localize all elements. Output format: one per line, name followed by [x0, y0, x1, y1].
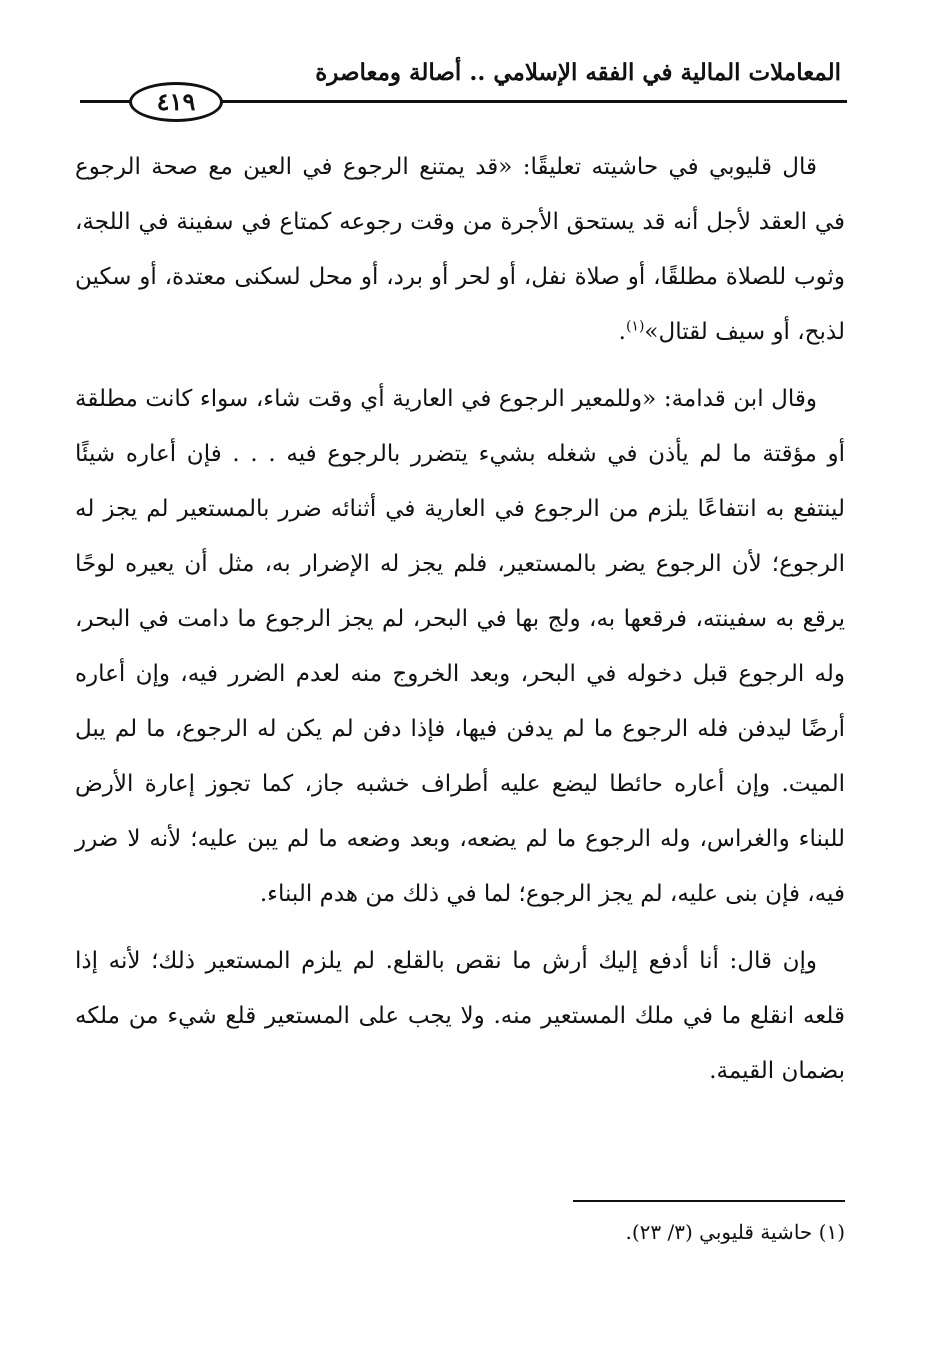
paragraph-1-text: قال قليوبي في حاشيته تعليقًا: «قد يمتنع الرجوع في العين مع صحة الرجوع في العقد لأجل أنه قد يستحق الأجرة من وقت رجوعه كمتاع في سفينة في اللجة، وثوب للصلاة مطلقًا، أو صلاة نفل، أو لحر أو برد، أو محل لسكنى معتدة، أو سكين لذبح، أو سيف لقتال»	[75, 154, 845, 345]
paragraph-1-end: .	[618, 319, 626, 345]
footnote-1: (١) حاشية قليوبي (٣/ ٢٣).	[625, 1220, 845, 1244]
paragraph-2: وقال ابن قدامة: «وللمعير الرجوع في العارية أي وقت شاء، سواء كانت مطلقة أو مؤقتة ما لم يأذن في شغله بشيء يتضرر بالرجوع فيه . . . فإن أعاره شيئًا لينتفع به انتفاعًا يلزم من الرجوع في العارية في أثنائه ضرر بالمستعير لم يجز له الرجوع؛ لأن الرجوع يضر بالمستعير، فلم يجز له الإضرار به، مثل أن يعيره لوحًا يرقع به سفينته، فرقعها به، ولج بها في البحر، لم يجز الرجوع ما دامت في البحر، وله الرجوع قبل دخوله في البحر، وبعد الخروج منه لعدم الضرر فيه، وإن أعاره أرضًا ليدفن فله الرجوع ما لم يدفن فيها، فإذا دفن لم يكن له الرجوع، ما لم يبل الميت. وإن أعاره حائطا ليضع عليه أطراف خشبه جاز، كما تجوز إعارة الأرض للبناء والغراس، وله الرجوع ما لم يضعه، وبعد وضعه ما لم يبن عليه؛ لأنه لا ضرر فيه، فإن بنى عليه، لم يجز الرجوع؛ لما في ذلك من هدم البناء.	[75, 386, 845, 907]
footnote-reference: (١)	[625, 318, 645, 335]
main-text	[75, 140, 845, 1111]
running-header-title: المعاملات المالية في الفقه الإسلامي .. أصالة ومعاصرة	[315, 59, 841, 86]
footnote-separator	[573, 1200, 845, 1202]
page-number: ٤١٩	[129, 82, 223, 122]
paragraph-1	[75, 140, 845, 360]
paragraph-3: وإن قال: أنا أدفع إليك أرش ما نقص بالقلع. لم يلزم المستعير ذلك؛ لأنه إذا قلعه انقلع ما في ملك المستعير منه. ولا يجب على المستعير قلع شيء من ملكه بضمان القيمة.	[75, 948, 845, 1084]
